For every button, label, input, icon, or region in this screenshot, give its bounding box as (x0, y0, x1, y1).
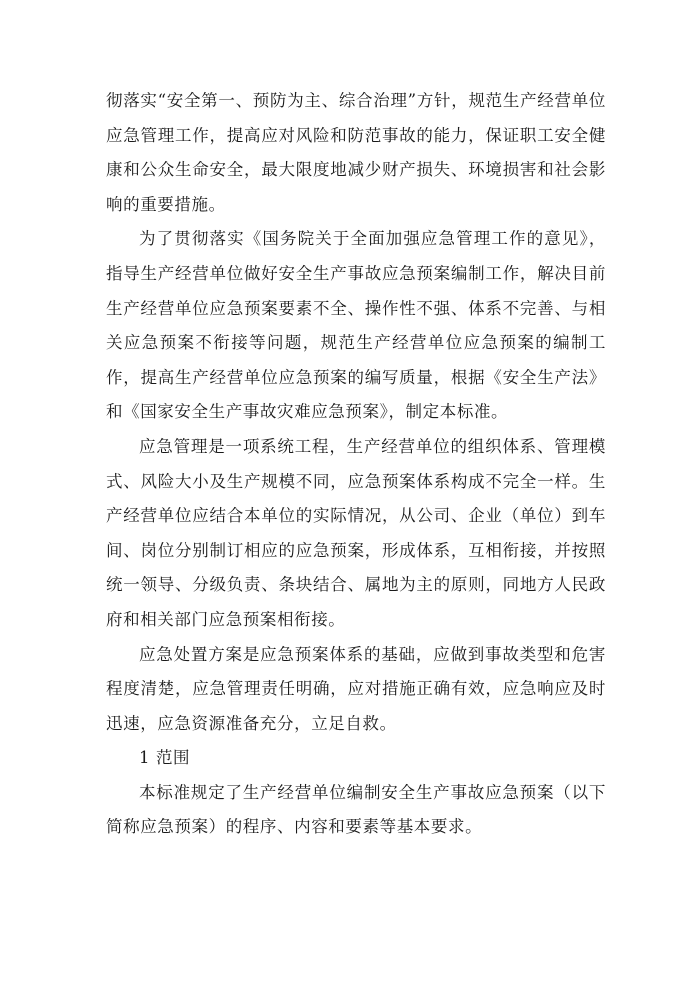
document-body (106, 84, 606, 845)
paragraph-purpose: 为了贯彻落实《国务院关于全面加强应急管理工作的意见》，指导生产经营单位做好安全生产事故应急预案编制工作，解决目前生产经营单位应急预案要素不全、操作性不强、体系不完善、与相关应急预案不衔接等问题，规范生产经营单位应急预案的编制工作，提高生产经营单位应急预案的编写质量，根据《安全生产法》和《国家安全生产事故灾难应急预案》，制定本标准。 (106, 229, 606, 422)
paragraph-system-engineering: 应急管理是一项系统工程，生产经营单位的组织体系、管理模式、风险大小及生产规模不同，应急预案体系构成不完全一样。生产经营单位应结合本单位的实际情况，从公司、企业（单位）到车间、岗位分别制订相应的应急预案，形成体系，互相衔接，并按照统一领导、分级负责、条块结合、属地为主的原则，同地方人民政府和相关部门应急预案相衔接。 (106, 436, 606, 629)
paragraph-disposal-plan: 应急处置方案是应急预案体系的基础，应做到事故类型和危害程度清楚，应急管理责任明确，应对措施正确有效，应急响应及时迅速，应急资源准备充分，立足自救。 (106, 644, 606, 733)
paragraph-scope: 本标准规定了生产经营单位编制安全生产事故应急预案（以下简称应急预案）的程序、内容和要素等基本要求。 (106, 782, 606, 837)
section-heading-scope: 1 范围 (139, 748, 191, 768)
paragraph-continuation: 彻落实“安全第一、预防为主、综合治理”方针，规范生产经营单位应急管理工作，提高应对风险和防范事故的能力，保证职工安全健康和公众生命安全，最大限度地减少财产损失、环境损害和社会影响的重要措施。 (106, 91, 606, 214)
